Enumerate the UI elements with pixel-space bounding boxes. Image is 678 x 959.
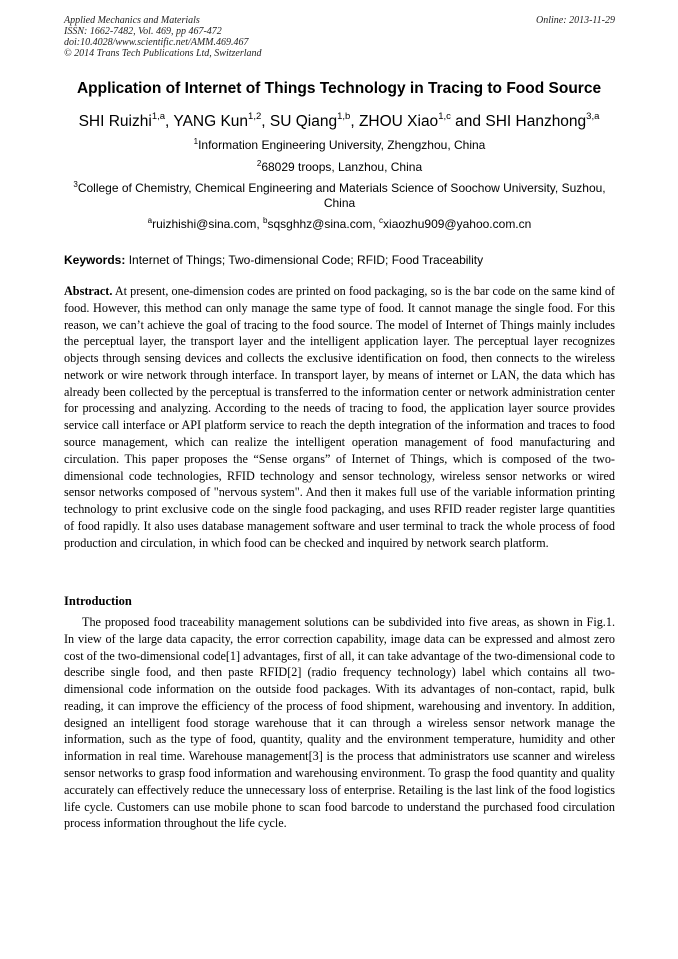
keywords-label: Keywords: bbox=[64, 253, 126, 267]
keywords bbox=[64, 253, 615, 268]
author: ZHOU Xiao$^{1,c}$ and bbox=[358, 111, 486, 130]
author: YANG Kun$^{1,2}$, bbox=[173, 111, 270, 130]
online-date: Online: 2013-11-29 bbox=[536, 15, 615, 26]
affiliation-1: $^1$Information Engineering University, Zhengzhou, China bbox=[193, 137, 486, 152]
email-c[interactable]: $^c$xiaozhu909@yahoo.com.cn bbox=[379, 216, 532, 231]
issn-line: ISSN: 1662-7482, Vol. 469, pp 467-472 bbox=[64, 26, 222, 37]
author: SHI Hanzhong$^{3,a}$ bbox=[485, 111, 600, 130]
introduction-paragraph: The proposed food traceability management solutions can be subdivided into five areas, as shown in Fig.1. In view of the large data capacity, the error correction capability, image data can be expressed and almost zero cost of the two-dimensional code[1] advantages, first of all, it can take advantage of the two-dimensional code to describe single food, and then paste RFID[2] (radio frequency technology) label which contains all two-dimensional code information on the outside food packages. With its advantages of non-contact, rapid, bulk reading, it can improve the efficiency of the process of food shipment, warehousing and inventory. In addition, designed an intelligent food storage warehouse that it can through a wireless sensor network manage the information, such as the type of food, quantity, quality and the environment temperature, humidity and other information in real time. Warehouse management[3] is the process that administrators use scanner and wireless sensor networks to grasp food information and warehousing environment. To grasp the food quantity and quality accurately can effectively reduce the unnecessary loss of enterprise. Retailing is the last link of the food logistics life cycle. Customers can use mobile phone to scan food barcode to understand the purchased food circulation process information throughout the life cycle. bbox=[64, 615, 615, 831]
affiliation-2: $^2$68029 troops, Lanzhou, China bbox=[256, 159, 423, 174]
abstract bbox=[64, 283, 615, 552]
copyright-line: © 2014 Trans Tech Publications Ltd, Switzerland bbox=[64, 48, 262, 59]
keywords-text: Internet of Things; Two-dimensional Code; RFID; Food Traceability bbox=[125, 253, 484, 267]
author-list bbox=[40, 113, 638, 131]
abstract-text: At present, one-dimension codes are printed on food packaging, so is the bar code on the same kind of food. However, this method can only manage the same type of food. It cannot manage the single food. For this reason, we can’t achieve the goal of tracing to the food source. The model of Internet of Things mainly includes the perceptual layer, the transport layer and the intelligent application layer. The perceptual layer recognizes objects through sensing devices and collects the exclusive identification on food, then connects to the wireless network or wire network through interface. In transport layer, by means of internet or LAN, the data which has already been collected by the perceptual is transferred to the information center or network administration center for processing and analyzing. According to the needs of tracing to food, the application layer source provides service call interface or API platform service to reach the depth integration of the information and traces to food source management, which can realize the intelligent operation management of food manufacturing and circulation. This paper proposes the “Sense organs” of Internet of Things, which is composed of the two-dimensional code technologies, RFID technology and sensor technology, wireless sensor networks or wired sensor networks composed of "nervous system". And then it makes full use of the variable information printing technology to print exclusive code on the single food packaging, and uses RFID reader register large quantities of food rapidly. It also uses database management software and user terminal to track the whole process of food production and circulation, in which food can be checked and inquired by network search platform. bbox=[64, 284, 615, 550]
doi-line: doi:10.4028/www.scientific.net/AMM.469.467 bbox=[64, 37, 249, 48]
journal-name: Applied Mechanics and Materials bbox=[64, 15, 200, 26]
abstract-label: Abstract. bbox=[64, 284, 113, 298]
email-a[interactable]: $^a$ruizhishi@sina.com bbox=[147, 216, 257, 231]
email-b[interactable]: $^b$sqsghhz@sina.com bbox=[263, 216, 373, 231]
paper-title: Application of Internet of Things Technology in Tracing to Food Source bbox=[76, 80, 602, 97]
section-heading-introduction: Introduction bbox=[64, 594, 132, 608]
author: SHI Ruizhi$^{1,a}$, bbox=[78, 111, 174, 130]
journal-header bbox=[64, 15, 615, 59]
email-list: $^a$ruizhishi@sina.com, $^b$sqsghhz@sina.com, $^c$xiaozhu909@yahoo.com.cn bbox=[147, 216, 532, 231]
author: SU Qiang$^{1,b}$, bbox=[269, 111, 359, 130]
affiliation-3: $^3$College of Chemistry, Chemical Engineering and Materials Science of Soochow University, Suzhou, China bbox=[73, 180, 606, 210]
